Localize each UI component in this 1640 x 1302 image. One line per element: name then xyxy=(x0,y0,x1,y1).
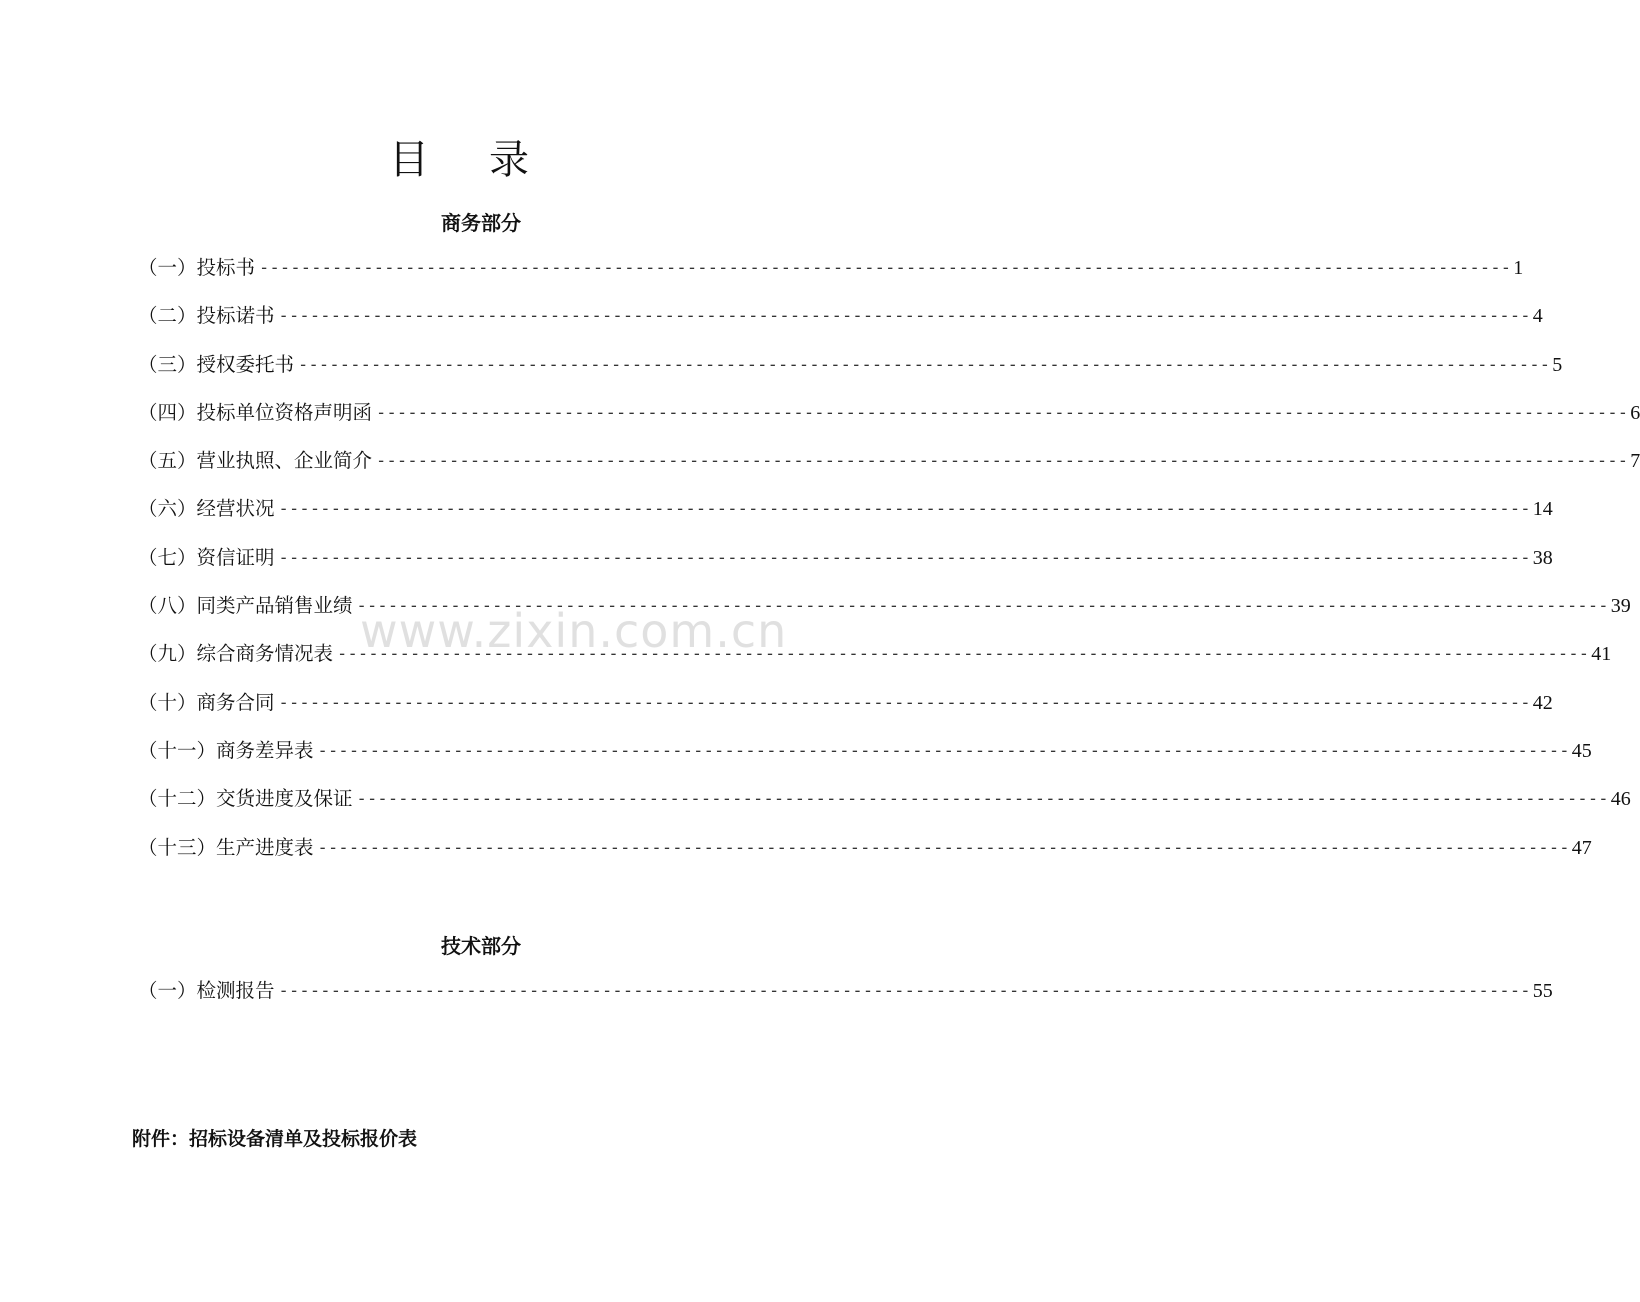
dot-leader: ------------------------------------------------------------------------------------------------------------------------ xyxy=(356,596,1609,617)
toc-entry-page: 7 xyxy=(1630,450,1640,473)
toc-entry[interactable] xyxy=(138,447,1640,495)
toc-entry-label: （九）综合商务情况表 xyxy=(138,642,334,666)
toc-entry-label: （十一）商务差异表 xyxy=(138,738,314,762)
business-section-heading: 商务部分 xyxy=(441,211,521,235)
toc-entry-page: 39 xyxy=(1610,595,1631,618)
toc-entry[interactable] xyxy=(138,544,1553,592)
title-char-1: 目 xyxy=(389,137,431,183)
toc-entry[interactable] xyxy=(138,785,1631,833)
dot-leader: ------------------------------------------------------------------------------------------------------------------------ xyxy=(278,692,1531,713)
toc-entry-page: 42 xyxy=(1532,691,1553,714)
toc-entry-page: 1 xyxy=(1513,257,1524,279)
title-char-2: 录 xyxy=(489,137,531,183)
toc-entry-label: （十）商务合同 xyxy=(138,690,275,714)
toc-entry[interactable] xyxy=(138,351,1563,399)
toc-entry-page: 38 xyxy=(1532,546,1553,569)
dot-leader: ------------------------------------------------------------------------------------------------------------------------ xyxy=(376,402,1629,423)
toc-entry-label: （八）同类产品销售业绩 xyxy=(138,594,353,618)
dot-leader: ------------------------------------------------------------------------------------------------------------------------ xyxy=(376,451,1629,472)
toc-entry[interactable] xyxy=(138,834,1592,882)
dot-leader: ------------------------------------------------------------------------------------------------------------------------ xyxy=(278,547,1531,568)
dot-leader: ------------------------------------------------------------------------------------------------------------------------ xyxy=(259,258,1512,278)
dot-leader: ------------------------------------------------------------------------------------------------------------------------ xyxy=(278,981,1531,1001)
page-title xyxy=(0,134,920,186)
toc-entry[interactable] xyxy=(138,977,1553,1025)
dot-leader: ------------------------------------------------------------------------------------------------------------------------ xyxy=(278,499,1531,520)
toc-entry-label: （七）资信证明 xyxy=(138,545,275,569)
toc-entry-label: （一）检测报告 xyxy=(138,979,275,1002)
toc-entry[interactable] xyxy=(138,592,1631,640)
toc-entry-label: （十三）生产进度表 xyxy=(138,835,314,859)
attachment-note: 附件：招标设备清单及投标报价表 xyxy=(132,1128,418,1150)
toc-entry[interactable] xyxy=(138,302,1543,350)
tech-toc-list xyxy=(138,977,1553,1025)
toc-entry-label: （五）营业执照、企业简介 xyxy=(138,449,373,473)
toc-entry-label: （四）投标单位资格声明函 xyxy=(138,400,373,424)
toc-entry-page: 45 xyxy=(1571,739,1592,762)
business-toc-list xyxy=(138,254,1640,882)
dot-leader: ------------------------------------------------------------------------------------------------------------------------ xyxy=(317,837,1570,858)
toc-entry[interactable] xyxy=(138,495,1553,543)
toc-entry-page: 6 xyxy=(1630,401,1640,424)
watermark: www.zixin.com.cn xyxy=(360,604,788,658)
toc-entry-page: 41 xyxy=(1591,643,1612,666)
dot-leader: ------------------------------------------------------------------------------------------------------------------------ xyxy=(317,740,1570,761)
tech-section-heading: 技术部分 xyxy=(441,934,521,958)
toc-entry-page: 14 xyxy=(1532,498,1553,521)
toc-entry-label: （六）经营状况 xyxy=(138,497,275,521)
toc-entry-page: 5 xyxy=(1552,353,1563,376)
toc-entry-label: （三）授权委托书 xyxy=(138,352,295,376)
dot-leader: ------------------------------------------------------------------------------------------------------------------------ xyxy=(356,789,1609,810)
dot-leader: ------------------------------------------------------------------------------------------------------------------------ xyxy=(337,644,1590,665)
dot-leader: ------------------------------------------------------------------------------------------------------------------------ xyxy=(298,354,1551,375)
toc-entry-label: （一）投标书 xyxy=(138,256,256,279)
toc-entry-page: 4 xyxy=(1532,305,1543,328)
dot-leader: ------------------------------------------------------------------------------------------------------------------------ xyxy=(278,306,1531,327)
toc-entry-page: 46 xyxy=(1610,788,1631,811)
toc-entry[interactable] xyxy=(138,737,1592,785)
toc-entry-label: （二）投标诺书 xyxy=(138,304,275,328)
toc-entry[interactable] xyxy=(138,640,1612,688)
toc-entry-page: 55 xyxy=(1532,980,1553,1002)
toc-entry[interactable] xyxy=(138,254,1524,302)
toc-entry[interactable] xyxy=(138,399,1640,447)
toc-entry-label: （十二）交货进度及保证 xyxy=(138,787,353,811)
toc-entry-page: 47 xyxy=(1571,836,1592,859)
toc-entry[interactable] xyxy=(138,689,1553,737)
